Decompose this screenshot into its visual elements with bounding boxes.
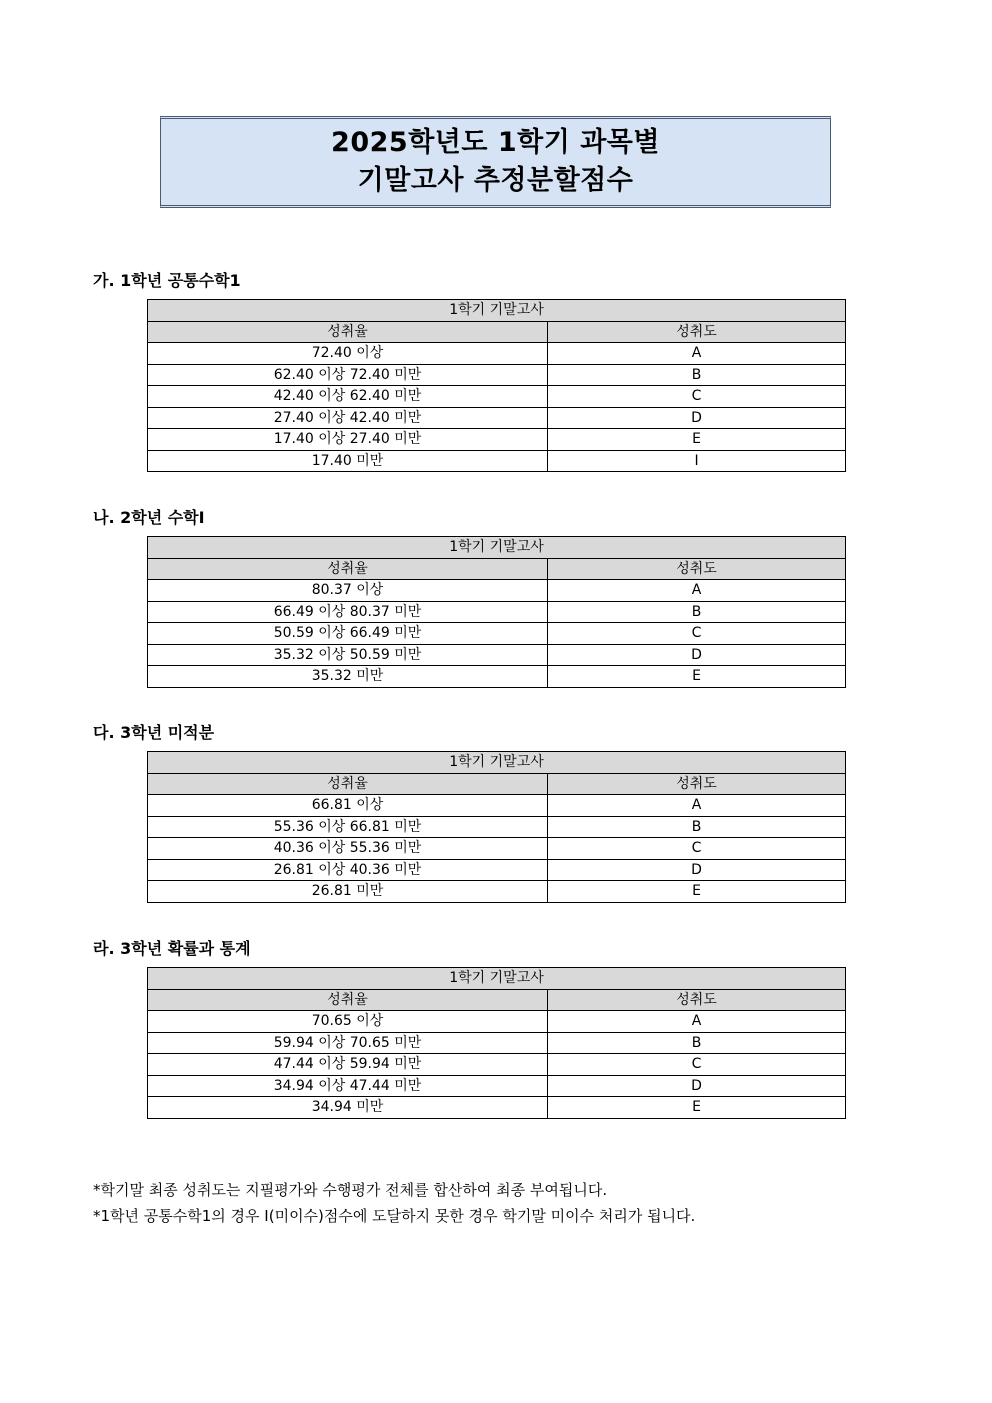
range-cell: 66.81 이상	[148, 795, 548, 817]
range-cell: 62.40 이상 72.40 미만	[148, 364, 548, 386]
section-heading-2: 나. 2학년 수학Ⅰ	[93, 508, 205, 527]
table-row	[148, 623, 846, 645]
range-cell: 70.65 이상	[148, 1011, 548, 1033]
grade-cell: I	[548, 450, 846, 472]
table-row	[148, 666, 846, 688]
table-row	[148, 386, 846, 408]
table-row	[148, 1054, 846, 1076]
table-row	[148, 644, 846, 666]
range-cell: 72.40 이상	[148, 343, 548, 365]
range-cell: 34.94 이상 47.44 미만	[148, 1075, 548, 1097]
grade-cell: D	[548, 1075, 846, 1097]
col-grade-header: 성취도	[548, 773, 846, 795]
table-row	[148, 601, 846, 623]
grade-table-1	[147, 299, 846, 472]
grade-cell: C	[548, 838, 846, 860]
grade-cell: E	[548, 1097, 846, 1119]
col-rate-header: 성취율	[148, 773, 548, 795]
col-grade-header: 성취도	[548, 321, 846, 343]
range-cell: 59.94 이상 70.65 미만	[148, 1032, 548, 1054]
grade-cell: B	[548, 364, 846, 386]
exam-label: 1학기 기말고사	[148, 752, 846, 774]
table-row	[148, 859, 846, 881]
table-row	[148, 838, 846, 860]
range-cell: 35.32 이상 50.59 미만	[148, 644, 548, 666]
table-row	[148, 1075, 846, 1097]
table-row	[148, 364, 846, 386]
title-line-2: 기말고사 추정분할점수	[357, 165, 634, 196]
col-grade-header: 성취도	[548, 558, 846, 580]
grade-table-4	[147, 967, 846, 1119]
range-cell: 17.40 이상 27.40 미만	[148, 429, 548, 451]
note-1: *학기말 최종 성취도는 지필평가와 수행평가 전체를 합산하여 최종 부여됩니다.	[93, 1181, 608, 1199]
grade-cell: B	[548, 1032, 846, 1054]
grade-cell: E	[548, 429, 846, 451]
grade-cell: A	[548, 1011, 846, 1033]
range-cell: 55.36 이상 66.81 미만	[148, 816, 548, 838]
col-grade-header: 성취도	[548, 989, 846, 1011]
grade-cell: A	[548, 580, 846, 602]
grade-cell: A	[548, 795, 846, 817]
note-2: *1학년 공통수학1의 경우 I(미이수)점수에 도달하지 못한 경우 학기말 미이수 처리가 됩니다.	[93, 1207, 696, 1225]
col-rate-header: 성취율	[148, 989, 548, 1011]
grade-cell: D	[548, 644, 846, 666]
grade-cell: E	[548, 666, 846, 688]
grade-cell: C	[548, 386, 846, 408]
table-row	[148, 1011, 846, 1033]
section-heading-4: 라. 3학년 확률과 통계	[93, 939, 251, 958]
range-cell: 66.49 이상 80.37 미만	[148, 601, 548, 623]
grade-table-2	[147, 536, 846, 688]
range-cell: 17.40 미만	[148, 450, 548, 472]
table-row	[148, 881, 846, 903]
table-row	[148, 450, 846, 472]
range-cell: 42.40 이상 62.40 미만	[148, 386, 548, 408]
table-row	[148, 343, 846, 365]
table-row	[148, 816, 846, 838]
section-heading-3: 다. 3학년 미적분	[93, 723, 215, 742]
grade-cell: A	[548, 343, 846, 365]
range-cell: 34.94 미만	[148, 1097, 548, 1119]
range-cell: 50.59 이상 66.49 미만	[148, 623, 548, 645]
col-rate-header: 성취율	[148, 558, 548, 580]
grade-cell: D	[548, 859, 846, 881]
title-box	[160, 116, 831, 208]
section-heading-1: 가. 1학년 공통수학1	[93, 271, 241, 290]
exam-label: 1학기 기말고사	[148, 968, 846, 990]
table-row	[148, 1032, 846, 1054]
table-row	[148, 795, 846, 817]
range-cell: 27.40 이상 42.40 미만	[148, 407, 548, 429]
range-cell: 40.36 이상 55.36 미만	[148, 838, 548, 860]
grade-cell: C	[548, 623, 846, 645]
grade-cell: B	[548, 601, 846, 623]
range-cell: 26.81 미만	[148, 881, 548, 903]
table-row	[148, 1097, 846, 1119]
title-line-1: 2025학년도 1학기 과목별	[331, 127, 660, 158]
range-cell: 26.81 이상 40.36 미만	[148, 859, 548, 881]
exam-label: 1학기 기말고사	[148, 537, 846, 559]
range-cell: 47.44 이상 59.94 미만	[148, 1054, 548, 1076]
table-row	[148, 580, 846, 602]
grade-table-3	[147, 751, 846, 903]
exam-label: 1학기 기말고사	[148, 300, 846, 322]
grade-cell: E	[548, 881, 846, 903]
table-row	[148, 407, 846, 429]
grade-cell: B	[548, 816, 846, 838]
range-cell: 35.32 미만	[148, 666, 548, 688]
table-row	[148, 429, 846, 451]
grade-cell: D	[548, 407, 846, 429]
col-rate-header: 성취율	[148, 321, 548, 343]
range-cell: 80.37 이상	[148, 580, 548, 602]
grade-cell: C	[548, 1054, 846, 1076]
